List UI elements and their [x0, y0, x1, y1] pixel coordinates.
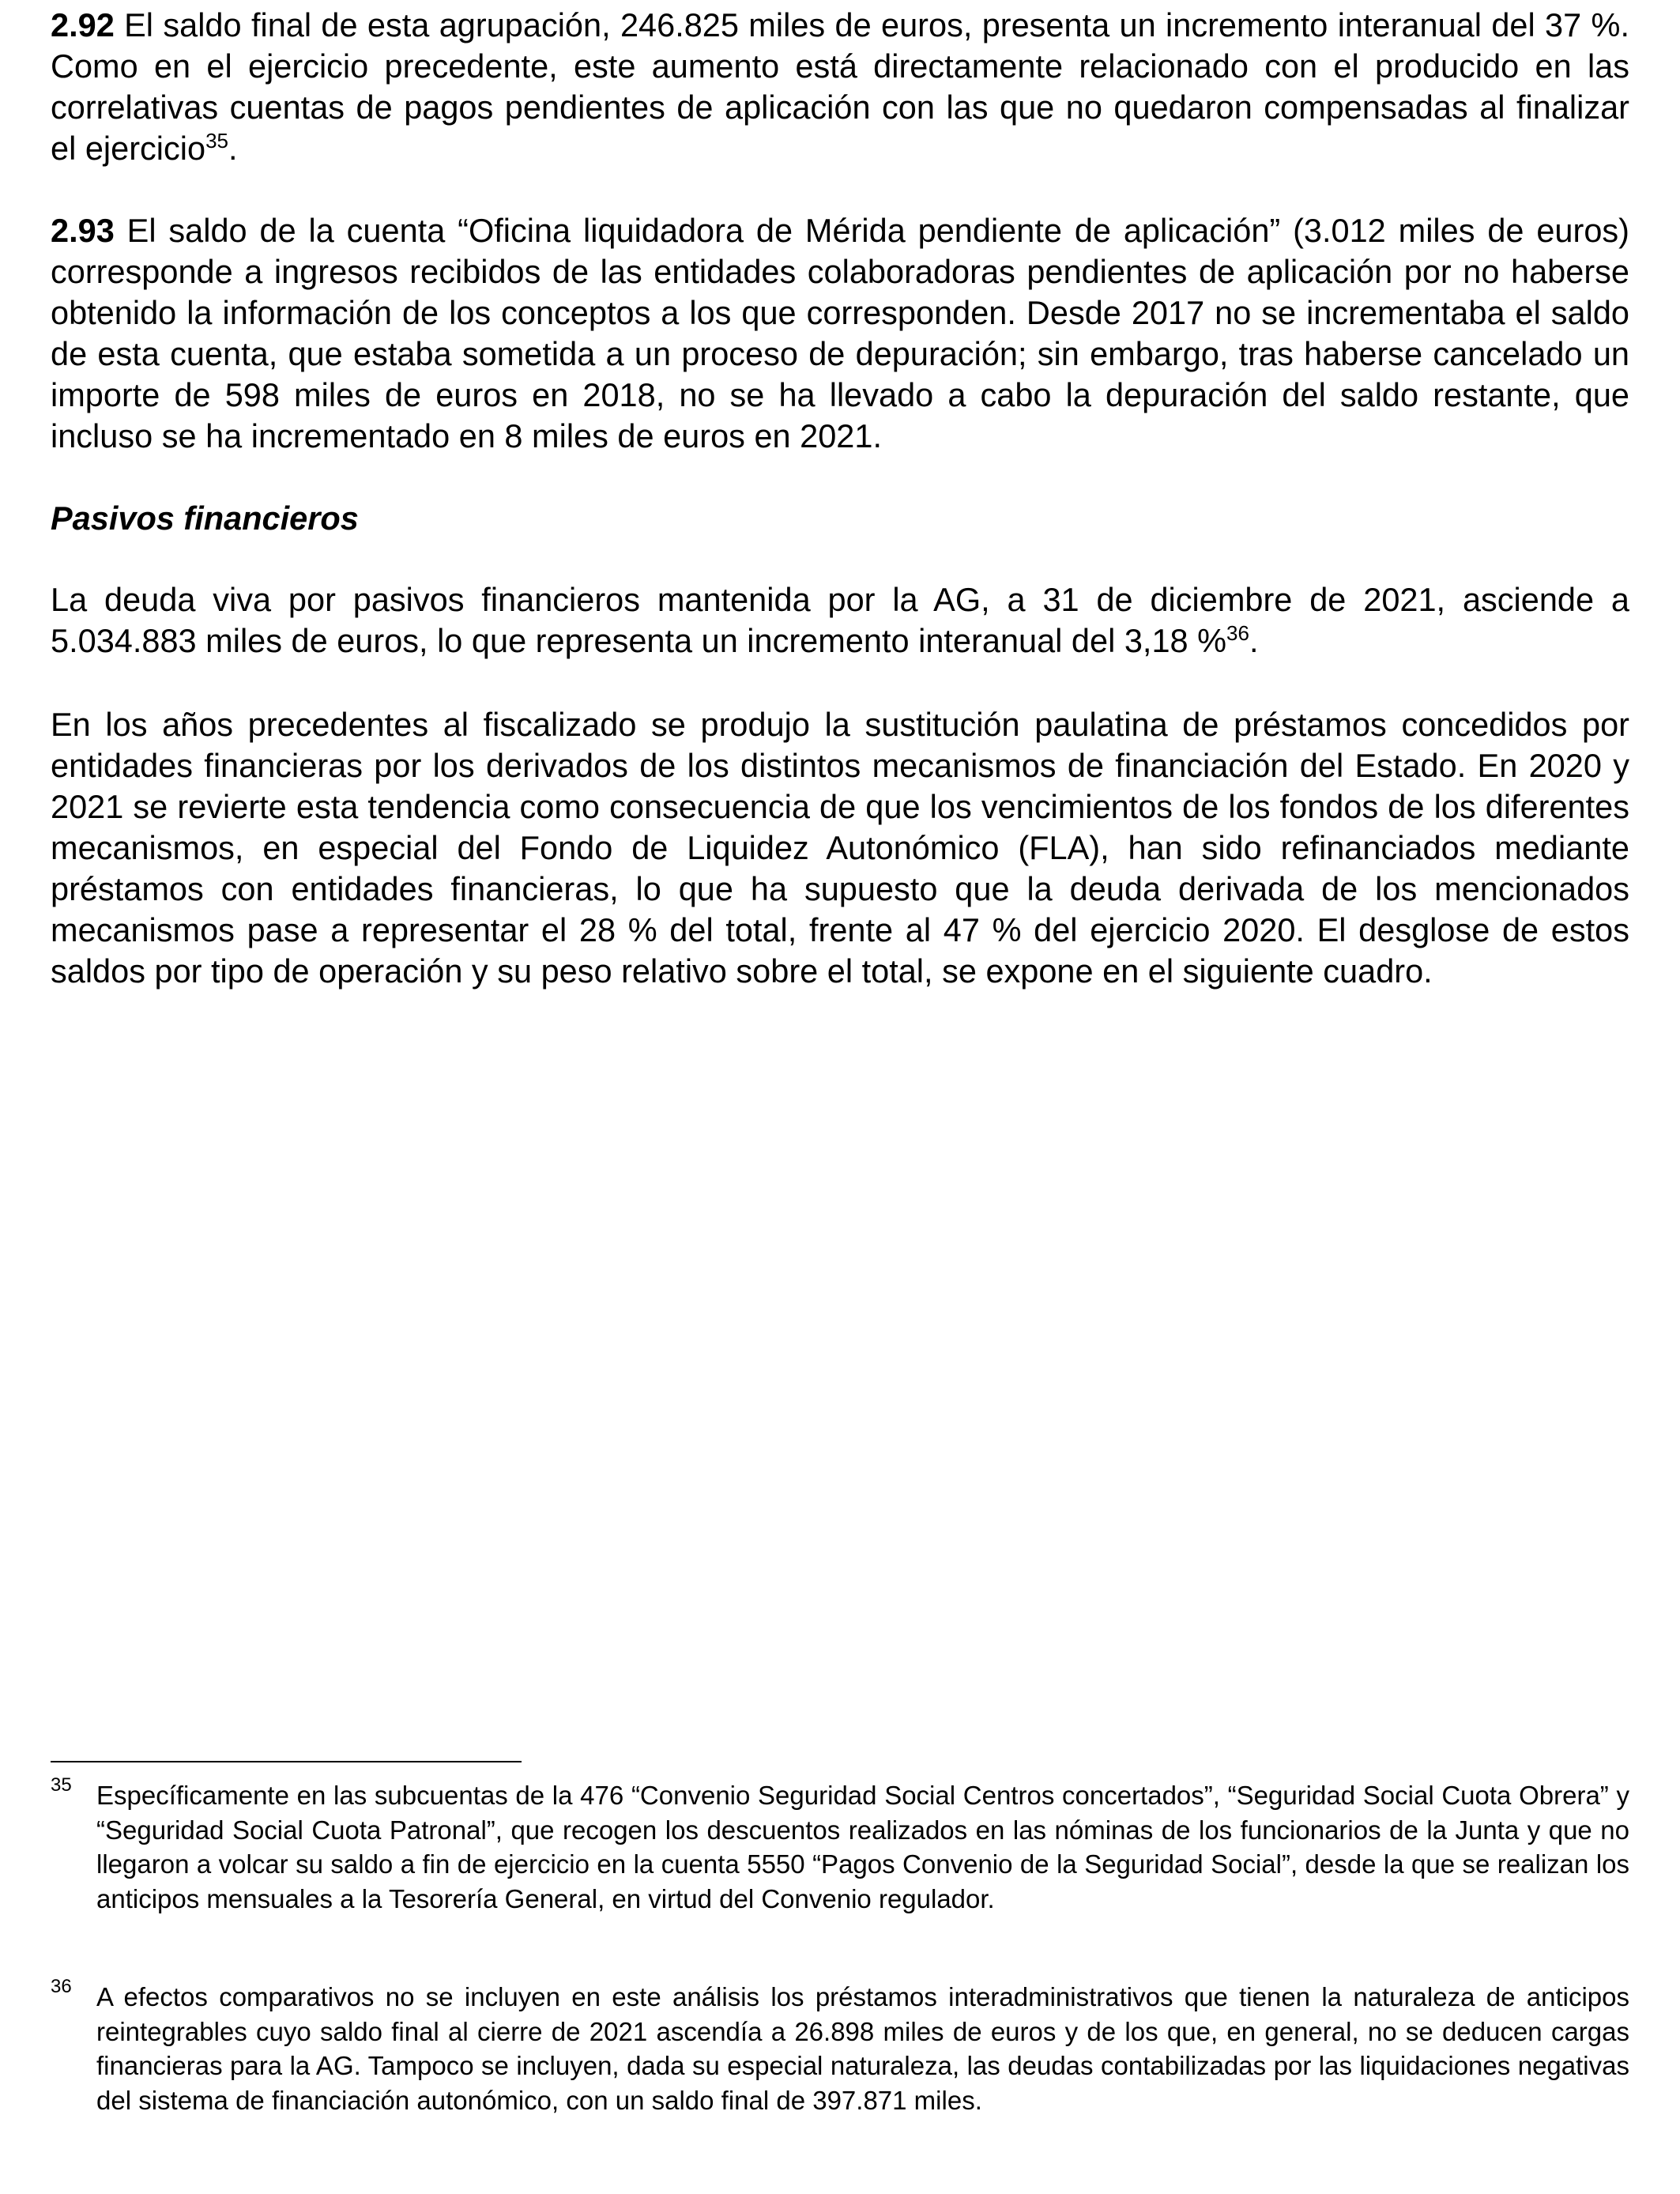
- paragraph-number: 2.92: [51, 6, 115, 43]
- footnote-ref-36[interactable]: 36: [1226, 621, 1249, 646]
- paragraph-deuda-viva: [51, 579, 1629, 662]
- paragraph-text: El saldo de la cuenta “Oficina liquidadora de Mérida pendiente de aplicación” (3.012 miles de euros) corresponde a ingresos recibidos de las entidades colaboradoras pendientes de aplicación por no haberse obtenido la información de los conceptos a los que corresponden. Desde 2017 no se incrementaba el saldo de esta cuenta, que estaba sometida a un proceso de depuración; sin embargo, tras haberse cancelado un importe de 598 miles de euros en 2018, no se ha llevado a cabo la depuración del saldo restante, que incluso se ha incrementado en 8 miles de euros en 2021.: [51, 212, 1629, 454]
- paragraph-text: En los años precedentes al fiscalizado se produjo la sustitución paulatina de préstamos concedidos por entidades financieras por los derivados de los distintos mecanismos de financiación del Estado. En 2020 y 2021 se revierte esta tendencia como consecuencia de que los vencimientos de los fondos de los diferentes mecanismos, en especial del Fondo de Liquidez Autonómico (FLA), han sido refinanciados mediante préstamos con entidades financieras, lo que ha supuesto que la deuda derivada de los mencionados mecanismos pase a representar el 28 % del total, frente al 47 % del ejercicio 2020. El desglose de estos saldos por tipo de operación y su peso relativo sobre el total, se expone en el siguiente cuadro.: [51, 706, 1629, 990]
- paragraph-2-92: [51, 5, 1629, 169]
- footnote-ref-35[interactable]: 35: [205, 129, 228, 153]
- footnote-text: A efectos comparativos no se incluyen en este análisis los préstamos interadministrativos que tienen la naturaleza de anticipos reintegrables cuyo saldo final al cierre de 2021 ascendía a 26.898 miles de euros y de los que, en general, no se deducen cargas financieras para la AG. Tampoco se incluyen, dada su especial naturaleza, las deudas contabilizadas por las liquidaciones negativas del sistema de financiación autonómico, con un saldo final de 397.871 miles.: [96, 1982, 1629, 2115]
- footnote-35: [51, 1774, 1629, 1916]
- footnote-mark: 36: [51, 1976, 72, 1997]
- paragraph-tail: .: [1249, 622, 1259, 659]
- paragraph-text: La deuda viva por pasivos financieros mantenida por la AG, a 31 de diciembre de 2021, asciende a 5.034.883 miles de euros, lo que representa un incremento interanual del 3,18 %: [51, 581, 1629, 659]
- footnote-mark: 35: [51, 1774, 72, 1796]
- paragraph-text: El saldo final de esta agrupación, 246.825 miles de euros, presenta un incremento interanual del 37 %. Como en el ejercicio precedente, este aumento está directamente relacionado con el producido en las correlativas cuentas de pagos pendientes de aplicación con las que no quedaron compensadas al finalizar el ejercicio: [51, 6, 1629, 167]
- paragraph-anos-precedentes: [51, 704, 1629, 992]
- paragraph-2-93: [51, 210, 1629, 457]
- paragraph-tail: .: [228, 130, 238, 167]
- footnote-separator: [51, 1761, 522, 1762]
- section-heading: Pasivos financieros: [51, 499, 359, 537]
- paragraph-number: 2.93: [51, 212, 115, 249]
- footnote-text: Específicamente en las subcuentas de la 476 “Convenio Seguridad Social Centros concertados”, “Seguridad Social Cuota Obrera” y “Seguridad Social Cuota Patronal”, que recogen los descuentos realizados en las nóminas de los funcionarios de la Junta y que no llegaron a volcar su saldo a fin de ejercicio en la cuenta 5550 “Pagos Convenio de la Seguridad Social”, desde la que se realizan los anticipos mensuales a la Tesorería General, en virtud del Convenio regulador.: [96, 1781, 1629, 1913]
- footnote-36: [51, 1976, 1629, 2117]
